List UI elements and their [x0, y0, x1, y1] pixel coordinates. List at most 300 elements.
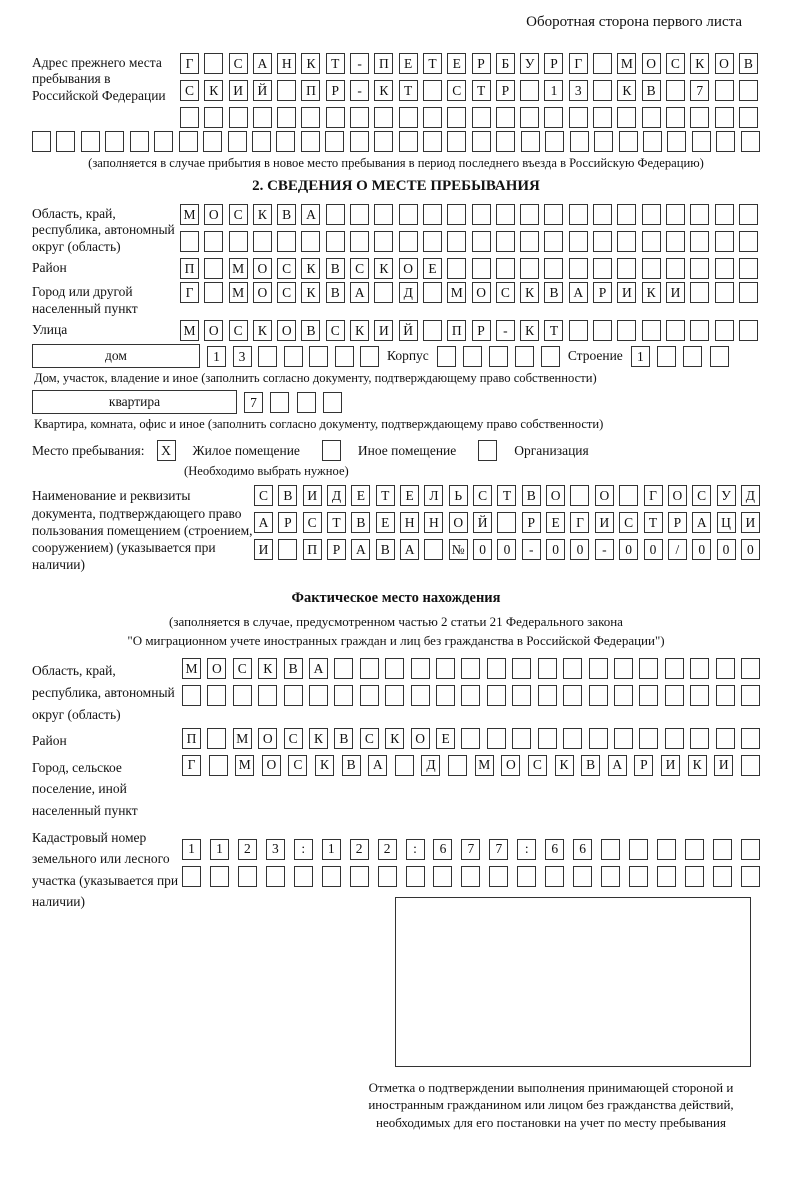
form-cell[interactable]: С — [350, 258, 369, 279]
form-cell[interactable]: П — [180, 258, 199, 279]
form-cell[interactable]: И — [666, 282, 685, 303]
form-cell[interactable]: Г — [569, 53, 588, 74]
form-cell[interactable] — [617, 258, 636, 279]
form-cell[interactable] — [690, 231, 709, 252]
form-cell[interactable] — [520, 258, 539, 279]
form-cell[interactable] — [713, 839, 732, 860]
form-cell[interactable] — [447, 231, 466, 252]
form-cell[interactable]: Е — [351, 485, 370, 506]
form-cell[interactable]: 1 — [207, 346, 226, 367]
form-cell[interactable]: М — [229, 282, 248, 303]
form-cell[interactable] — [395, 755, 414, 776]
form-cell[interactable]: 7 — [489, 839, 508, 860]
form-cell[interactable]: Р — [326, 80, 345, 101]
form-cell[interactable] — [545, 131, 564, 152]
form-cell[interactable] — [643, 131, 662, 152]
form-cell[interactable] — [424, 539, 443, 560]
form-cell[interactable] — [593, 80, 612, 101]
form-cell[interactable]: П — [303, 539, 322, 560]
form-cell[interactable] — [207, 685, 226, 706]
form-cell[interactable]: В — [376, 539, 395, 560]
form-cell[interactable]: А — [608, 755, 627, 776]
form-cell[interactable]: К — [258, 658, 277, 679]
form-cell[interactable]: К — [350, 320, 369, 341]
form-cell[interactable] — [657, 839, 676, 860]
form-cell[interactable] — [642, 258, 661, 279]
form-cell[interactable] — [326, 107, 345, 128]
form-cell[interactable]: О — [204, 320, 223, 341]
form-cell[interactable]: О — [546, 485, 565, 506]
form-cell[interactable] — [496, 204, 515, 225]
form-cell[interactable] — [520, 231, 539, 252]
form-cell[interactable] — [32, 131, 51, 152]
form-cell[interactable] — [105, 131, 124, 152]
form-cell[interactable] — [544, 204, 563, 225]
form-cell[interactable]: К — [253, 320, 272, 341]
form-cell[interactable] — [544, 258, 563, 279]
form-cell[interactable]: Л — [424, 485, 443, 506]
form-cell[interactable] — [589, 658, 608, 679]
form-cell[interactable] — [323, 392, 342, 413]
form-cell[interactable] — [423, 282, 442, 303]
form-cell[interactable]: В — [581, 755, 600, 776]
form-cell[interactable] — [716, 131, 735, 152]
form-cell[interactable]: 6 — [573, 839, 592, 860]
form-cell[interactable]: М — [475, 755, 494, 776]
form-cell[interactable]: В — [326, 282, 345, 303]
form-cell[interactable]: 6 — [545, 839, 564, 860]
form-cell[interactable]: 1 — [210, 839, 229, 860]
form-cell[interactable] — [690, 204, 709, 225]
form-cell[interactable] — [570, 485, 589, 506]
form-cell[interactable] — [496, 131, 515, 152]
form-cell[interactable] — [489, 866, 508, 887]
form-cell[interactable]: С — [619, 512, 638, 533]
form-cell[interactable] — [739, 320, 758, 341]
form-cell[interactable] — [520, 80, 539, 101]
form-cell[interactable] — [741, 658, 760, 679]
form-cell[interactable]: И — [741, 512, 760, 533]
form-cell[interactable]: К — [374, 258, 393, 279]
form-cell[interactable] — [541, 346, 560, 367]
form-cell[interactable] — [665, 728, 684, 749]
form-cell[interactable]: Т — [376, 485, 395, 506]
form-cell[interactable] — [322, 866, 341, 887]
form-cell[interactable]: М — [617, 53, 636, 74]
form-cell[interactable] — [350, 107, 369, 128]
form-cell[interactable]: К — [253, 204, 272, 225]
form-cell[interactable]: Р — [522, 512, 541, 533]
form-cell[interactable] — [593, 204, 612, 225]
form-cell[interactable] — [447, 107, 466, 128]
form-cell[interactable]: О — [411, 728, 430, 749]
form-cell[interactable] — [423, 231, 442, 252]
form-cell[interactable] — [642, 320, 661, 341]
form-cell[interactable]: П — [301, 80, 320, 101]
form-cell[interactable] — [593, 320, 612, 341]
form-cell[interactable] — [487, 728, 506, 749]
form-cell[interactable] — [461, 685, 480, 706]
form-cell[interactable] — [593, 107, 612, 128]
form-cell[interactable] — [182, 685, 201, 706]
form-cell[interactable]: М — [229, 258, 248, 279]
form-cell[interactable]: - — [522, 539, 541, 560]
form-cell[interactable]: - — [496, 320, 515, 341]
form-cell[interactable] — [489, 346, 508, 367]
form-cell[interactable] — [614, 728, 633, 749]
form-cell[interactable] — [204, 231, 223, 252]
form-cell[interactable]: 0 — [741, 539, 760, 560]
form-cell[interactable] — [179, 131, 198, 152]
form-cell[interactable] — [374, 282, 393, 303]
form-cell[interactable] — [277, 80, 296, 101]
form-cell[interactable] — [589, 685, 608, 706]
form-cell[interactable] — [692, 131, 711, 152]
form-cell[interactable] — [360, 658, 379, 679]
form-cell[interactable] — [374, 204, 393, 225]
form-cell[interactable]: К — [301, 258, 320, 279]
form-cell[interactable]: Е — [423, 258, 442, 279]
form-cell[interactable] — [294, 866, 313, 887]
form-cell[interactable] — [594, 131, 613, 152]
form-cell[interactable] — [322, 440, 341, 461]
form-cell[interactable] — [180, 107, 199, 128]
form-cell[interactable] — [447, 204, 466, 225]
form-cell[interactable]: Н — [400, 512, 419, 533]
form-cell[interactable] — [666, 258, 685, 279]
form-cell[interactable] — [203, 131, 222, 152]
form-cell[interactable] — [520, 204, 539, 225]
form-cell[interactable]: Й — [473, 512, 492, 533]
form-cell[interactable]: Р — [472, 320, 491, 341]
form-cell[interactable] — [716, 685, 735, 706]
form-cell[interactable] — [657, 346, 676, 367]
form-cell[interactable]: С — [447, 80, 466, 101]
form-cell[interactable]: О — [399, 258, 418, 279]
form-cell[interactable]: Й — [399, 320, 418, 341]
form-cell[interactable]: 3 — [569, 80, 588, 101]
form-cell[interactable]: К — [204, 80, 223, 101]
form-cell[interactable] — [437, 346, 456, 367]
form-cell[interactable]: И — [595, 512, 614, 533]
form-cell[interactable] — [204, 107, 223, 128]
form-cell[interactable] — [589, 728, 608, 749]
form-cell[interactable] — [276, 131, 295, 152]
form-cell[interactable]: Г — [180, 282, 199, 303]
form-cell[interactable] — [130, 131, 149, 152]
form-cell[interactable] — [487, 685, 506, 706]
form-cell[interactable]: К — [309, 728, 328, 749]
form-cell[interactable]: К — [301, 282, 320, 303]
form-cell[interactable] — [496, 258, 515, 279]
form-cell[interactable] — [325, 131, 344, 152]
form-cell[interactable] — [204, 282, 223, 303]
form-cell[interactable] — [399, 107, 418, 128]
form-cell[interactable]: И — [303, 485, 322, 506]
form-cell[interactable] — [665, 658, 684, 679]
form-cell[interactable]: О — [258, 728, 277, 749]
form-cell[interactable] — [715, 204, 734, 225]
form-cell[interactable] — [374, 107, 393, 128]
form-cell[interactable] — [472, 258, 491, 279]
form-cell[interactable] — [569, 107, 588, 128]
form-cell[interactable] — [423, 204, 442, 225]
form-cell[interactable] — [447, 258, 466, 279]
house-type-box[interactable]: дом — [32, 344, 200, 368]
form-cell[interactable]: С — [180, 80, 199, 101]
form-cell[interactable]: С — [277, 282, 296, 303]
form-cell[interactable] — [512, 685, 531, 706]
form-cell[interactable] — [544, 231, 563, 252]
form-cell[interactable] — [385, 658, 404, 679]
form-cell[interactable] — [569, 320, 588, 341]
form-cell[interactable]: К — [688, 755, 707, 776]
form-cell[interactable] — [472, 131, 491, 152]
form-cell[interactable]: Р — [593, 282, 612, 303]
form-cell[interactable]: А — [350, 282, 369, 303]
form-cell[interactable] — [496, 107, 515, 128]
form-cell[interactable]: Ь — [449, 485, 468, 506]
form-cell[interactable] — [741, 685, 760, 706]
form-cell[interactable] — [56, 131, 75, 152]
form-cell[interactable]: С — [360, 728, 379, 749]
form-cell[interactable] — [350, 866, 369, 887]
form-cell[interactable] — [601, 866, 620, 887]
form-cell[interactable]: 2 — [378, 839, 397, 860]
form-cell[interactable] — [629, 866, 648, 887]
form-cell[interactable]: Т — [399, 80, 418, 101]
form-cell[interactable] — [569, 258, 588, 279]
form-cell[interactable] — [593, 53, 612, 74]
form-cell[interactable] — [411, 658, 430, 679]
form-cell[interactable] — [666, 231, 685, 252]
form-cell[interactable] — [614, 685, 633, 706]
form-cell[interactable] — [411, 685, 430, 706]
form-cell[interactable]: В — [326, 258, 345, 279]
form-cell[interactable] — [399, 204, 418, 225]
form-cell[interactable] — [399, 231, 418, 252]
form-cell[interactable] — [258, 346, 277, 367]
form-cell[interactable] — [461, 658, 480, 679]
form-cell[interactable] — [593, 231, 612, 252]
form-cell[interactable]: 1 — [182, 839, 201, 860]
form-cell[interactable]: В — [284, 658, 303, 679]
form-cell[interactable]: В — [522, 485, 541, 506]
form-cell[interactable] — [81, 131, 100, 152]
form-cell[interactable]: X — [157, 440, 176, 461]
form-cell[interactable] — [741, 839, 760, 860]
form-cell[interactable] — [563, 728, 582, 749]
form-cell[interactable] — [335, 346, 354, 367]
form-cell[interactable] — [334, 658, 353, 679]
form-cell[interactable] — [617, 204, 636, 225]
form-cell[interactable]: К — [690, 53, 709, 74]
form-cell[interactable] — [436, 658, 455, 679]
form-cell[interactable]: В — [544, 282, 563, 303]
form-cell[interactable]: 0 — [473, 539, 492, 560]
form-cell[interactable]: Р — [327, 539, 346, 560]
form-cell[interactable] — [210, 866, 229, 887]
form-cell[interactable] — [614, 658, 633, 679]
form-cell[interactable]: Д — [327, 485, 346, 506]
form-cell[interactable] — [715, 80, 734, 101]
form-cell[interactable]: К — [642, 282, 661, 303]
form-cell[interactable]: А — [400, 539, 419, 560]
form-cell[interactable] — [515, 346, 534, 367]
form-cell[interactable] — [350, 231, 369, 252]
form-cell[interactable] — [478, 440, 497, 461]
form-cell[interactable] — [739, 258, 758, 279]
form-cell[interactable] — [423, 131, 442, 152]
form-cell[interactable] — [360, 685, 379, 706]
form-cell[interactable] — [690, 728, 709, 749]
form-cell[interactable]: А — [309, 658, 328, 679]
form-cell[interactable]: Т — [327, 512, 346, 533]
form-cell[interactable]: Н — [424, 512, 443, 533]
form-cell[interactable]: К — [301, 53, 320, 74]
form-cell[interactable] — [233, 685, 252, 706]
form-cell[interactable]: П — [182, 728, 201, 749]
form-cell[interactable] — [739, 204, 758, 225]
form-cell[interactable]: - — [350, 53, 369, 74]
form-cell[interactable] — [593, 258, 612, 279]
form-cell[interactable] — [423, 320, 442, 341]
form-cell[interactable] — [447, 131, 466, 152]
form-cell[interactable] — [683, 346, 702, 367]
form-cell[interactable]: Т — [326, 53, 345, 74]
form-cell[interactable]: 7 — [690, 80, 709, 101]
form-cell[interactable]: Р — [544, 53, 563, 74]
form-cell[interactable]: О — [253, 258, 272, 279]
form-cell[interactable] — [517, 866, 536, 887]
form-cell[interactable]: Т — [423, 53, 442, 74]
form-cell[interactable]: № — [449, 539, 468, 560]
form-cell[interactable]: С — [288, 755, 307, 776]
form-cell[interactable] — [563, 658, 582, 679]
form-cell[interactable]: К — [520, 282, 539, 303]
form-cell[interactable]: А — [569, 282, 588, 303]
form-cell[interactable]: И — [374, 320, 393, 341]
form-cell[interactable]: К — [520, 320, 539, 341]
form-cell[interactable] — [538, 658, 557, 679]
form-cell[interactable] — [472, 231, 491, 252]
form-cell[interactable]: 6 — [433, 839, 452, 860]
form-cell[interactable] — [685, 839, 704, 860]
form-cell[interactable]: Д — [421, 755, 440, 776]
form-cell[interactable] — [423, 80, 442, 101]
form-cell[interactable]: А — [254, 512, 273, 533]
form-cell[interactable] — [741, 755, 760, 776]
form-cell[interactable] — [278, 539, 297, 560]
form-cell[interactable] — [385, 685, 404, 706]
form-cell[interactable] — [277, 107, 296, 128]
form-cell[interactable]: С — [229, 53, 248, 74]
form-cell[interactable]: 7 — [461, 839, 480, 860]
form-cell[interactable] — [667, 131, 686, 152]
form-cell[interactable] — [666, 80, 685, 101]
form-cell[interactable]: О — [449, 512, 468, 533]
form-cell[interactable]: Т — [472, 80, 491, 101]
form-cell[interactable] — [569, 204, 588, 225]
form-cell[interactable] — [378, 866, 397, 887]
form-cell[interactable]: О — [207, 658, 226, 679]
form-cell[interactable]: И — [229, 80, 248, 101]
form-cell[interactable]: И — [714, 755, 733, 776]
form-cell[interactable]: М — [235, 755, 254, 776]
form-cell[interactable]: Е — [436, 728, 455, 749]
form-cell[interactable]: Е — [400, 485, 419, 506]
form-cell[interactable] — [715, 107, 734, 128]
form-cell[interactable]: А — [351, 539, 370, 560]
form-cell[interactable] — [715, 258, 734, 279]
form-cell[interactable] — [666, 204, 685, 225]
form-cell[interactable] — [690, 320, 709, 341]
form-cell[interactable] — [229, 107, 248, 128]
form-cell[interactable] — [326, 204, 345, 225]
form-cell[interactable] — [629, 839, 648, 860]
form-cell[interactable] — [252, 131, 271, 152]
form-cell[interactable]: Е — [399, 53, 418, 74]
form-cell[interactable]: М — [180, 320, 199, 341]
form-cell[interactable]: Е — [546, 512, 565, 533]
form-cell[interactable] — [642, 107, 661, 128]
form-cell[interactable]: С — [233, 658, 252, 679]
form-cell[interactable] — [326, 231, 345, 252]
form-cell[interactable] — [448, 755, 467, 776]
form-cell[interactable] — [309, 346, 328, 367]
form-cell[interactable] — [617, 107, 636, 128]
form-cell[interactable] — [639, 728, 658, 749]
form-cell[interactable]: Р — [634, 755, 653, 776]
form-cell[interactable]: П — [447, 320, 466, 341]
form-cell[interactable]: В — [342, 755, 361, 776]
form-cell[interactable] — [374, 131, 393, 152]
form-cell[interactable] — [209, 755, 228, 776]
form-cell[interactable] — [301, 231, 320, 252]
form-cell[interactable] — [715, 282, 734, 303]
form-cell[interactable]: С — [277, 258, 296, 279]
form-cell[interactable]: Г — [182, 755, 201, 776]
form-cell[interactable]: Е — [376, 512, 395, 533]
form-cell[interactable] — [666, 107, 685, 128]
form-cell[interactable] — [496, 231, 515, 252]
form-cell[interactable]: Г — [570, 512, 589, 533]
form-cell[interactable]: 1 — [631, 346, 650, 367]
form-cell[interactable]: 0 — [570, 539, 589, 560]
form-cell[interactable] — [690, 282, 709, 303]
form-cell[interactable] — [360, 346, 379, 367]
form-cell[interactable] — [570, 131, 589, 152]
form-cell[interactable] — [601, 839, 620, 860]
form-cell[interactable] — [739, 231, 758, 252]
form-cell[interactable]: О — [253, 282, 272, 303]
form-cell[interactable] — [715, 231, 734, 252]
form-cell[interactable] — [309, 685, 328, 706]
form-cell[interactable]: Т — [497, 485, 516, 506]
form-cell[interactable] — [563, 685, 582, 706]
form-cell[interactable]: 2 — [238, 839, 257, 860]
form-cell[interactable]: С — [303, 512, 322, 533]
form-cell[interactable] — [228, 131, 247, 152]
form-cell[interactable] — [538, 728, 557, 749]
form-cell[interactable]: Г — [644, 485, 663, 506]
form-cell[interactable] — [685, 866, 704, 887]
form-cell[interactable]: К — [315, 755, 334, 776]
form-cell[interactable] — [569, 231, 588, 252]
form-cell[interactable]: К — [374, 80, 393, 101]
form-cell[interactable] — [520, 107, 539, 128]
form-cell[interactable] — [253, 107, 272, 128]
